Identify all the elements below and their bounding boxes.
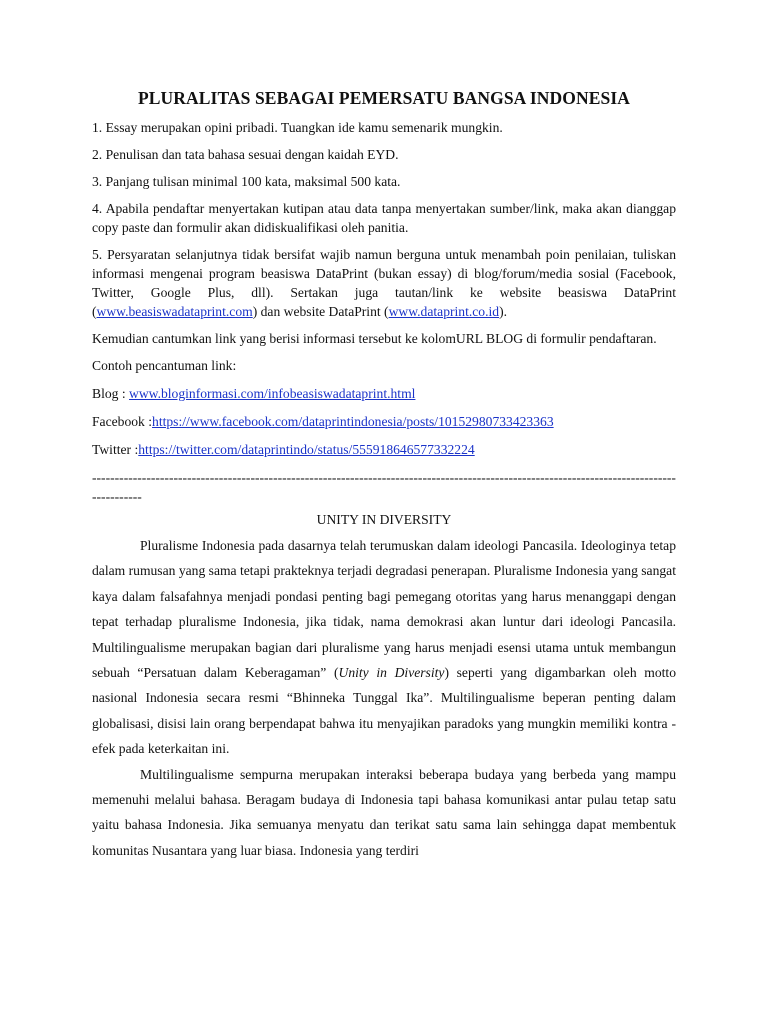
separator-line: -------------------------------------------------------------------------------------------------------------------------------------------- (92, 470, 676, 504)
document-title: PLURALITAS SEBAGAI PEMERSATU BANGSA INDONESIA (137, 88, 630, 108)
rule-5-text-after: ). (499, 304, 508, 319)
blog-label: Blog : (92, 386, 130, 401)
example-heading: Contoh pencantuman link: (92, 358, 237, 373)
rule-1: 1. Essay merupakan opini pribadi. Tuangkan ide kamu semenarik mungkin. (92, 120, 503, 135)
blog-example (92, 384, 676, 403)
facebook-example (92, 412, 676, 431)
rule-4: 4. Apabila pendaftar menyertakan kutipan atau data tanpa menyertakan sumber/link, maka akan dianggap copy paste dan formulir akan didiskualifikasi oleh panitia. (92, 201, 676, 235)
twitter-example (92, 440, 676, 459)
instruction-text: Kemudian cantumkan link yang berisi informasi tersebut ke kolomURL BLOG di formulir pendaftaran. (92, 331, 657, 346)
rule-3: 3. Panjang tulisan minimal 100 kata, maksimal 500 kata. (92, 174, 401, 189)
rule-5 (92, 245, 676, 321)
blog-link[interactable]: www.bloginformasi.com/infobeasiswadataprint.html (129, 386, 416, 401)
paragraph-1-after: ) seperti yang digambarkan oleh motto nasional Indonesia secara resmi “Bhinneka Tunggal Ika”. Multilingualisme beperan penting dalam globalisasi, disisi lain orang berpendapat bahwa itu menyajikan paradoks yang mungkin memiliki kontra - efek pada keterkaitan ini. (92, 665, 676, 757)
essay-paragraph-1 (92, 533, 676, 762)
twitter-link[interactable]: https://twitter.com/dataprintindo/status/555918646577332224 (138, 442, 475, 457)
facebook-link[interactable]: https://www.facebook.com/dataprintindonesia/posts/10152980733423363 (152, 414, 554, 429)
beasiswa-dataprint-link[interactable]: www.beasiswadataprint.com (96, 304, 253, 319)
paragraph-1-italic: Unity in Diversity (338, 665, 445, 681)
document-page (92, 88, 676, 863)
facebook-label: Facebook : (92, 414, 153, 429)
paragraph-1-before: Pluralisme Indonesia pada dasarnya telah terumuskan dalam ideologi Pancasila. Ideologinya tetap dalam rumusan yang sama tetapi prakteknya terjadi degradasi penerapan. Pluralisme Indonesia yang sangat kaya dalam falsafahnya menjadi pondasi penting bagi pemegang otoritas yang harus menanggapi dengan tepat terhadap pluralisme Indonesia, jika tidak, nama demokrasi akan luntur dari ideologi Pancasila. Multilingualisme merupakan bagian dari pluralisme yang harus menjadi esensi utama untuk membangun sebuah “Persatuan dalam Keberagaman” ( (92, 538, 676, 681)
essay-paragraph-2: Multilingualisme sempurna merupakan interaksi beberapa budaya yang berbeda yang mampu memenuhi melalui bahasa. Beragam budaya di Indonesia tapi bahasa komunikasi antar pulau tetap satu yaitu bahasa Indonesia. Jika semuanya menyatu dan terikat satu sama lain sehingga dapat membentuk komunitas Nusantara yang luar biasa. Indonesia yang terdiri (92, 766, 676, 858)
twitter-label: Twitter : (92, 442, 139, 457)
rule-5-text-middle: ) dan website DataPrint ( (252, 304, 389, 319)
rule-2: 2. Penulisan dan tata bahasa sesuai dengan kaidah EYD. (92, 147, 399, 162)
essay-title: UNITY IN DIVERSITY (316, 512, 452, 527)
rule-5-text-before: 5. Persyaratan selanjutnya tidak bersifat wajib namun berguna untuk menambah poin penilaian, tuliskan informasi mengenai program beasiswa DataPrint (bukan essay) di blog/forum/media sosial (Facebook, Twitter, Google Plus, dll). Sertakan juga tautan/link ke website beasiswa DataPrint ( (92, 247, 676, 319)
dataprint-website-link[interactable]: www.dataprint.co.id (388, 304, 500, 319)
